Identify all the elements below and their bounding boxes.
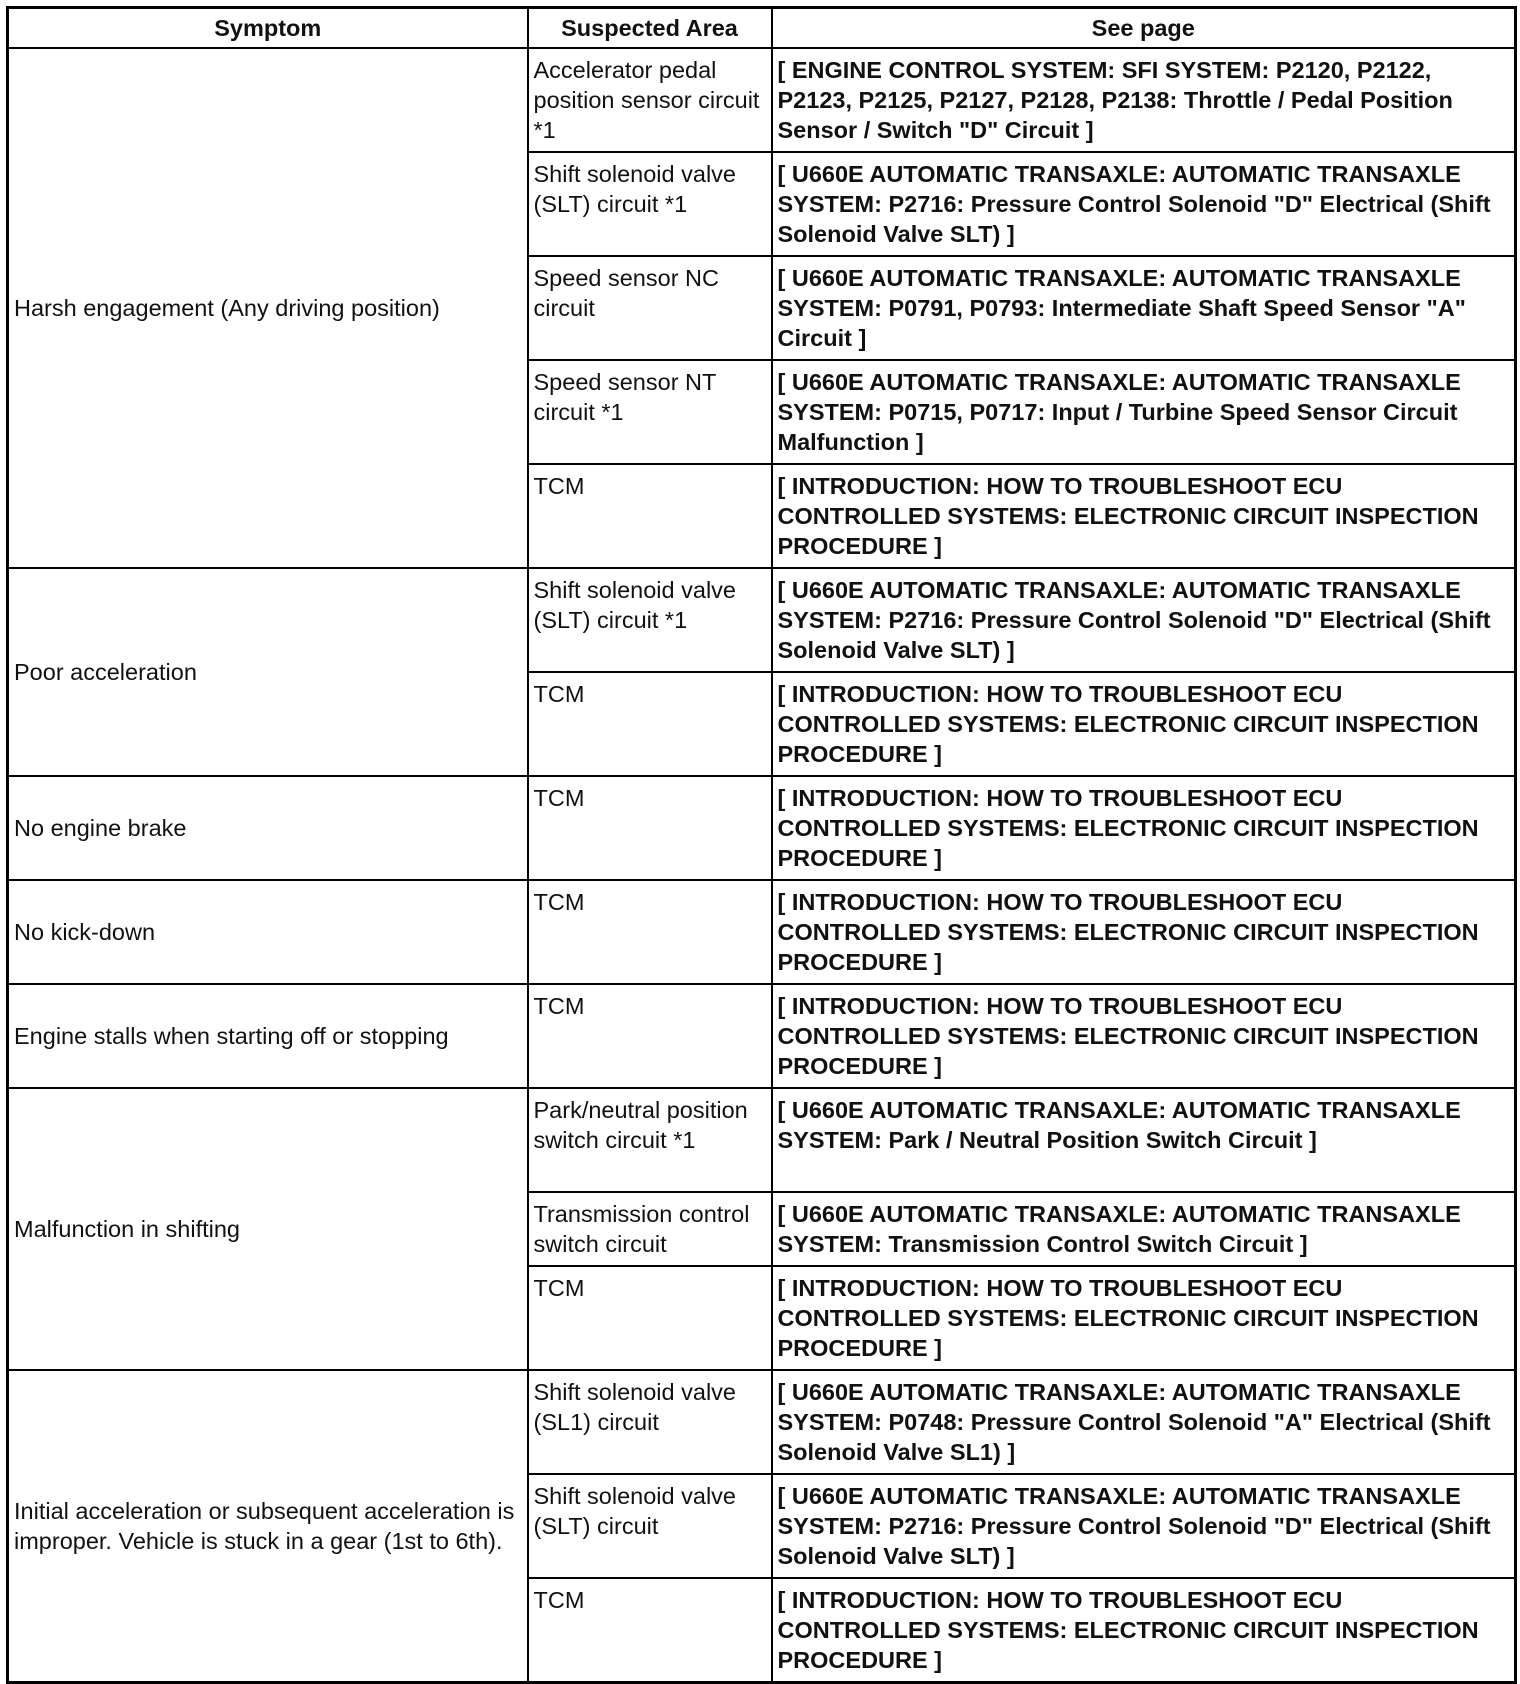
see-page-link[interactable]: [ INTRODUCTION: HOW TO TROUBLESHOOT ECU CONTROLLED SYSTEMS: ELECTRONIC CIRCUIT INSPECTION PROCEDURE ] bbox=[772, 776, 1516, 880]
see-page-link[interactable]: [ INTRODUCTION: HOW TO TROUBLESHOOT ECU CONTROLLED SYSTEMS: ELECTRONIC CIRCUIT INSPECTION PROCEDURE ] bbox=[772, 880, 1516, 984]
suspected-area-cell: Speed sensor NC circuit bbox=[528, 256, 772, 360]
suspected-area-cell: Shift solenoid valve (SLT) circuit bbox=[528, 1474, 772, 1578]
symptom-cell: Harsh engagement (Any driving position) bbox=[8, 48, 528, 568]
header-see-page: See page bbox=[772, 8, 1516, 49]
symptom-cell: Engine stalls when starting off or stopping bbox=[8, 984, 528, 1088]
see-page-link[interactable]: [ U660E AUTOMATIC TRANSAXLE: AUTOMATIC TRANSAXLE SYSTEM: P2716: Pressure Control Solenoid "D" Electrical (Shift Solenoid Valve SLT) ] bbox=[772, 568, 1516, 672]
symptom-cell: No engine brake bbox=[8, 776, 528, 880]
table-row bbox=[8, 1370, 1516, 1474]
table-row bbox=[8, 568, 1516, 672]
suspected-area-cell: TCM bbox=[528, 776, 772, 880]
symptom-table bbox=[6, 6, 1517, 1684]
suspected-area-cell: Accelerator pedal position sensor circuit *1 bbox=[528, 48, 772, 152]
see-page-link[interactable]: [ U660E AUTOMATIC TRANSAXLE: AUTOMATIC TRANSAXLE SYSTEM: P2716: Pressure Control Solenoid "D" Electrical (Shift Solenoid Valve SLT) ] bbox=[772, 152, 1516, 256]
see-page-link[interactable]: [ INTRODUCTION: HOW TO TROUBLESHOOT ECU CONTROLLED SYSTEMS: ELECTRONIC CIRCUIT INSPECTION PROCEDURE ] bbox=[772, 984, 1516, 1088]
see-page-link[interactable]: [ U660E AUTOMATIC TRANSAXLE: AUTOMATIC TRANSAXLE SYSTEM: Park / Neutral Position Switch Circuit ] bbox=[772, 1088, 1516, 1192]
see-page-link[interactable]: [ INTRODUCTION: HOW TO TROUBLESHOOT ECU CONTROLLED SYSTEMS: ELECTRONIC CIRCUIT INSPECTION PROCEDURE ] bbox=[772, 1266, 1516, 1370]
see-page-link[interactable]: [ INTRODUCTION: HOW TO TROUBLESHOOT ECU CONTROLLED SYSTEMS: ELECTRONIC CIRCUIT INSPECTION PROCEDURE ] bbox=[772, 464, 1516, 568]
suspected-area-cell: Shift solenoid valve (SLT) circuit *1 bbox=[528, 152, 772, 256]
see-page-link[interactable]: [ INTRODUCTION: HOW TO TROUBLESHOOT ECU CONTROLLED SYSTEMS: ELECTRONIC CIRCUIT INSPECTION PROCEDURE ] bbox=[772, 672, 1516, 776]
suspected-area-cell: TCM bbox=[528, 984, 772, 1088]
suspected-area-cell: Park/neutral position switch circuit *1 bbox=[528, 1088, 772, 1192]
suspected-area-cell: Shift solenoid valve (SLT) circuit *1 bbox=[528, 568, 772, 672]
suspected-area-cell: TCM bbox=[528, 464, 772, 568]
symptom-table-container bbox=[6, 6, 1514, 1684]
suspected-area-cell: Shift solenoid valve (SL1) circuit bbox=[528, 1370, 772, 1474]
table-row bbox=[8, 880, 1516, 984]
suspected-area-cell: TCM bbox=[528, 672, 772, 776]
suspected-area-cell: TCM bbox=[528, 1266, 772, 1370]
see-page-link[interactable]: [ U660E AUTOMATIC TRANSAXLE: AUTOMATIC TRANSAXLE SYSTEM: P0715, P0717: Input / Turbine Speed Sensor Circuit Malfunction ] bbox=[772, 360, 1516, 464]
table-row bbox=[8, 1088, 1516, 1192]
table-row bbox=[8, 48, 1516, 152]
table-row bbox=[8, 776, 1516, 880]
suspected-area-cell: Transmission control switch circuit bbox=[528, 1192, 772, 1266]
see-page-link[interactable]: [ U660E AUTOMATIC TRANSAXLE: AUTOMATIC TRANSAXLE SYSTEM: P2716: Pressure Control Solenoid "D" Electrical (Shift Solenoid Valve SLT) ] bbox=[772, 1474, 1516, 1578]
header-suspected-area: Suspected Area bbox=[528, 8, 772, 49]
see-page-link[interactable]: [ U660E AUTOMATIC TRANSAXLE: AUTOMATIC TRANSAXLE SYSTEM: P0791, P0793: Intermediate Shaft Speed Sensor "A" Circuit ] bbox=[772, 256, 1516, 360]
symptom-cell: Initial acceleration or subsequent acceleration is improper. Vehicle is stuck in a gear (1st to 6th). bbox=[8, 1370, 528, 1683]
header-symptom: Symptom bbox=[8, 8, 528, 49]
suspected-area-cell: Speed sensor NT circuit *1 bbox=[528, 360, 772, 464]
symptom-cell: No kick-down bbox=[8, 880, 528, 984]
suspected-area-cell: TCM bbox=[528, 1578, 772, 1683]
suspected-area-cell: TCM bbox=[528, 880, 772, 984]
see-page-link[interactable]: [ INTRODUCTION: HOW TO TROUBLESHOOT ECU CONTROLLED SYSTEMS: ELECTRONIC CIRCUIT INSPECTION PROCEDURE ] bbox=[772, 1578, 1516, 1683]
symptom-cell: Malfunction in shifting bbox=[8, 1088, 528, 1370]
see-page-link[interactable]: [ ENGINE CONTROL SYSTEM: SFI SYSTEM: P2120, P2122, P2123, P2125, P2127, P2128, P2138: Throttle / Pedal Position Sensor / Switch "D" Circuit ] bbox=[772, 48, 1516, 152]
table-row bbox=[8, 984, 1516, 1088]
header-row bbox=[8, 8, 1516, 49]
see-page-link[interactable]: [ U660E AUTOMATIC TRANSAXLE: AUTOMATIC TRANSAXLE SYSTEM: P0748: Pressure Control Solenoid "A" Electrical (Shift Solenoid Valve SL1) ] bbox=[772, 1370, 1516, 1474]
symptom-cell: Poor acceleration bbox=[8, 568, 528, 776]
see-page-link[interactable]: [ U660E AUTOMATIC TRANSAXLE: AUTOMATIC TRANSAXLE SYSTEM: Transmission Control Switch Circuit ] bbox=[772, 1192, 1516, 1266]
